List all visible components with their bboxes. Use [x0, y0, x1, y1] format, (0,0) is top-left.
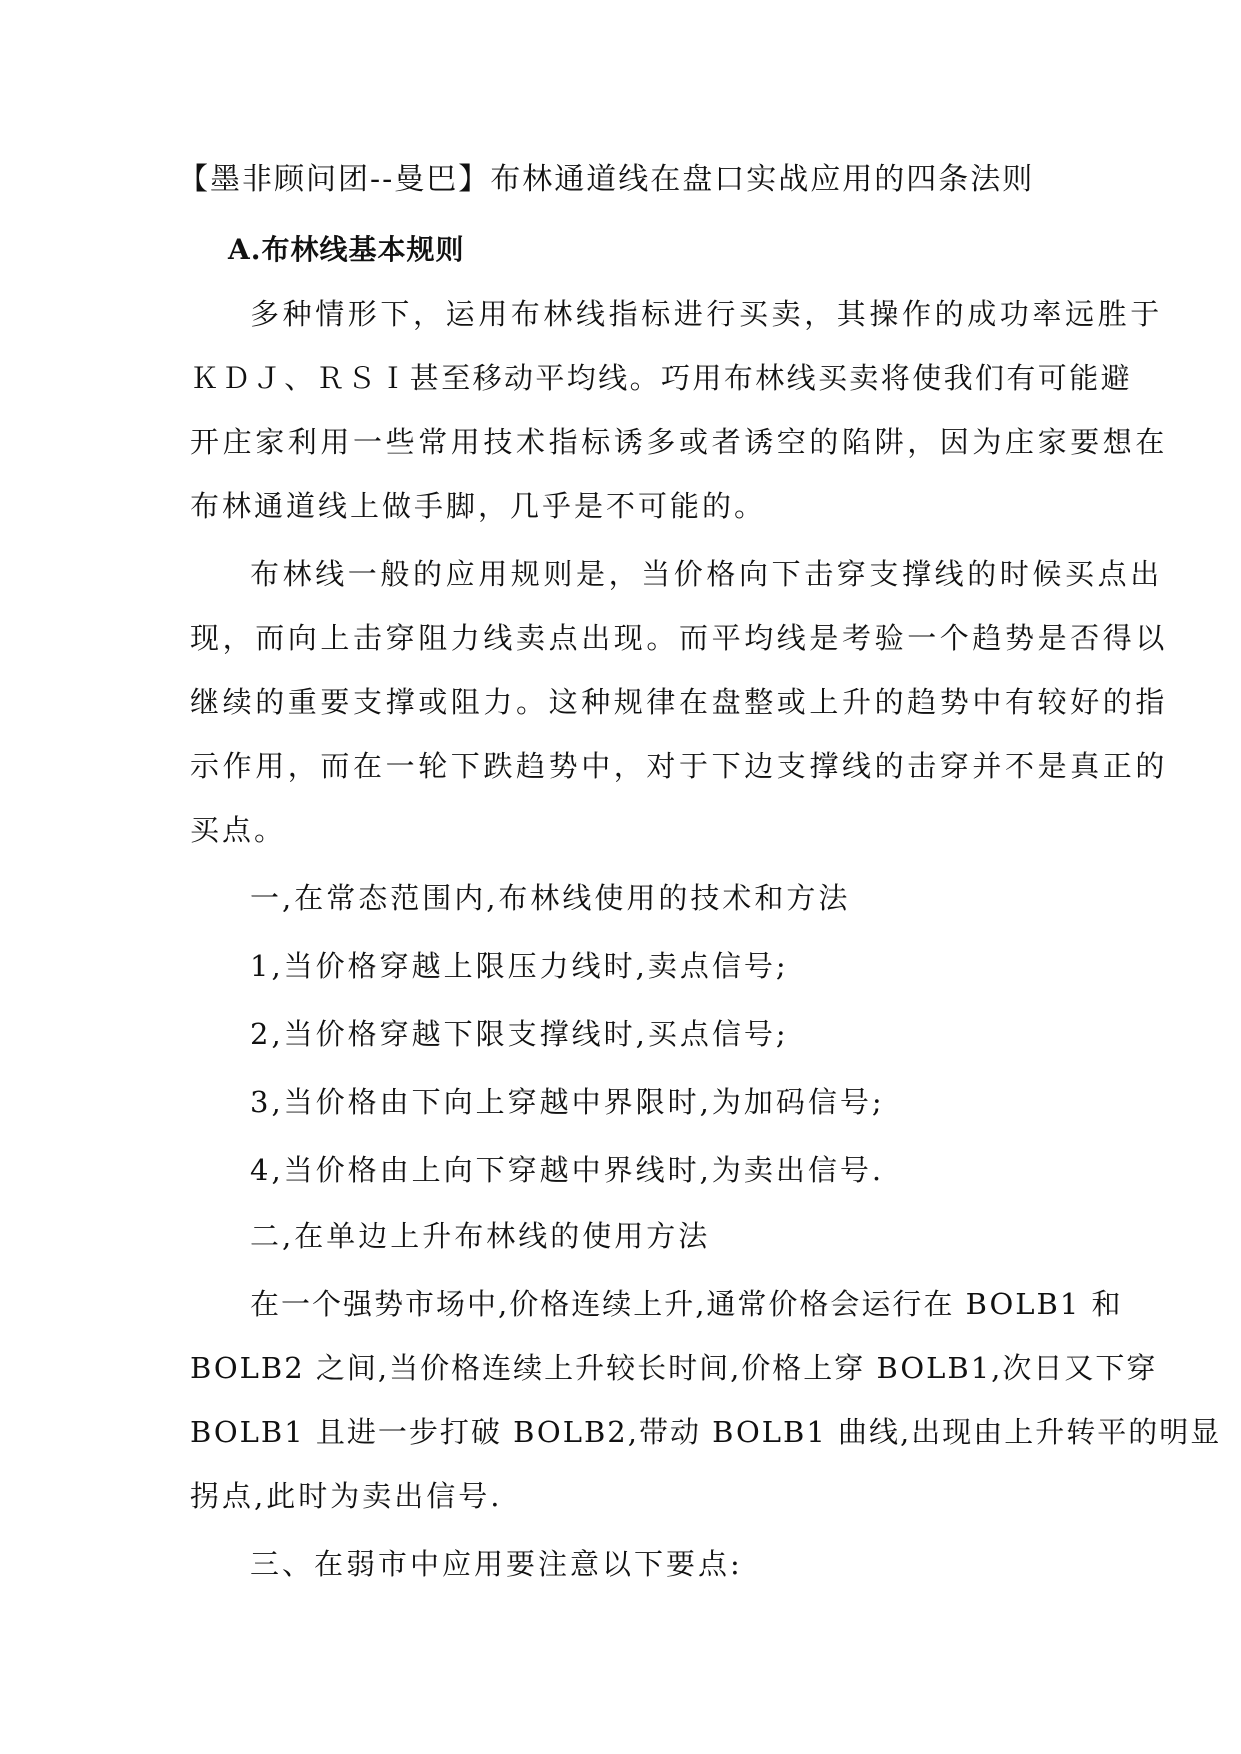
paragraph-1-line-2: ＫＤＪ、ＲＳＩ甚至移动平均线。巧用布林线买卖将使我们有可能避	[190, 361, 1133, 395]
paragraph-3-line-3: BOLB1 且进一步打破 BOLB2,带动 BOLB1 曲线,出现由上升转平的明显	[190, 1415, 1222, 1449]
rule-1: 1,当价格穿越上限压力线时,卖点信号;	[250, 949, 789, 983]
paragraph-1-line-3: 开庄家利用一些常用技术指标诱多或者诱空的陷阱，因为庄家要想在	[190, 425, 1169, 459]
paragraph-2-line-5: 买点。	[190, 813, 287, 847]
rule-2: 2,当价格穿越下限支撑线时,买点信号;	[250, 1017, 789, 1051]
section-heading: A.布林线基本规则	[228, 233, 465, 266]
paragraph-1-line-1: 多种情形下，运用布林线指标进行买卖，其操作的成功率远胜于	[250, 297, 1163, 331]
rule-4: 4,当价格由上向下穿越中界线时,为卖出信号.	[250, 1153, 885, 1187]
paragraph-2-line-3: 继续的重要支撑或阻力。这种规律在盘整或上升的趋势中有较好的指	[190, 685, 1169, 719]
paragraph-3-line-1: 在一个强势市场中,价格连续上升,通常价格会运行在 BOLB1 和	[250, 1287, 1123, 1321]
paragraph-3-line-4: 拐点,此时为卖出信号.	[190, 1479, 503, 1513]
section-1-title: 一,在常态范围内,布林线使用的技术和方法	[250, 881, 851, 915]
paragraph-2-line-1: 布林线一般的应用规则是，当价格向下击穿支撑线的时候买点出	[250, 557, 1163, 591]
document-title: 【墨非顾问团--曼巴】布林通道线在盘口实战应用的四条法则	[178, 162, 1035, 197]
paragraph-2-line-4: 示作用，而在一轮下跌趋势中，对于下边支撑线的击穿并不是真正的	[190, 749, 1169, 783]
section-2-title: 二,在单边上升布林线的使用方法	[250, 1219, 711, 1253]
rule-3: 3,当价格由下向上穿越中界限时,为加码信号;	[250, 1085, 885, 1119]
paragraph-1-line-4: 布林通道线上做手脚，几乎是不可能的。	[190, 489, 767, 523]
paragraph-2-line-2: 现，而向上击穿阻力线卖点出现。而平均线是考验一个趋势是否得以	[190, 621, 1169, 655]
section-3-title: 三、在弱市中应用要注意以下要点:	[250, 1547, 743, 1581]
paragraph-3-line-2: BOLB2 之间,当价格连续上升较长时间,价格上穿 BOLB1,次日又下穿	[190, 1351, 1158, 1385]
